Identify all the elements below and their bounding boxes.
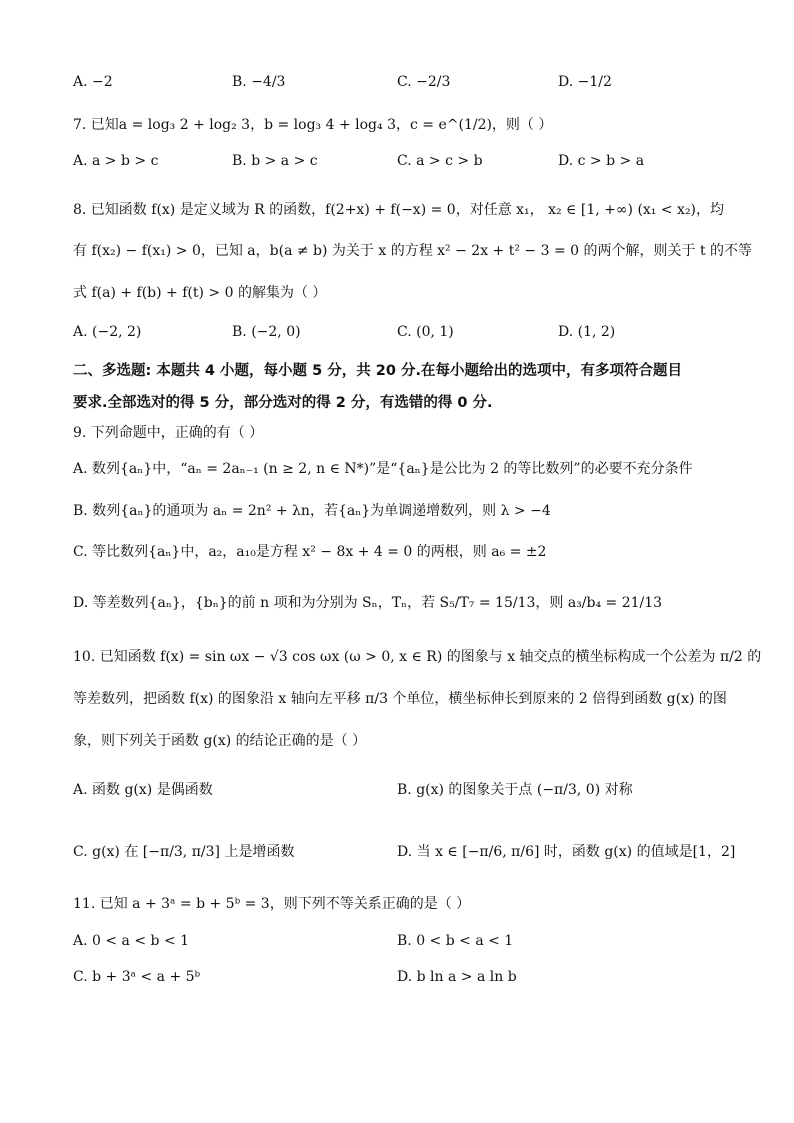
q9-option-a: A. 数列{aₙ}中，“aₙ = 2aₙ₋₁ (n ≥ 2, n ∈ N*)”是“{aₙ}是公比为 2 的等比数列”的必要不充分条件 [73, 461, 693, 477]
q10-stem-line3: 象，则下列关于函数 g(x) 的结论正确的是（ ） [73, 733, 367, 749]
q7-option-d: D. c > b > a [558, 153, 645, 169]
q7-option-b: B. b > a > c [232, 153, 318, 169]
q10-option-d: D. 当 x ∈ [−π/6, π/6] 时，函数 g(x) 的值域是[1，2] [397, 844, 736, 860]
q11-option-a: A. 0 < a < b < 1 [73, 933, 190, 949]
q9-option-b: B. 数列{aₙ}的通项为 aₙ = 2n² + λn，若{aₙ}为单调递增数列，则 λ > −4 [73, 503, 551, 519]
q8-option-d: D. (1, 2) [558, 324, 616, 340]
q9-option-d: D. 等差数列{aₙ}，{bₙ}的前 n 项和为分别为 Sₙ，Tₙ，若 S₅/T₇ = 15/13，则 a₃/b₄ = 21/13 [73, 595, 663, 611]
q7-stem: 7. 已知a = log₃ 2 + log₂ 3，b = log₃ 4 + log₄ 3，c = e^(1/2)，则（ ） [73, 117, 553, 133]
section2-heading-line1: 二、多选题: 本题共 4 小题，每小题 5 分，共 20 分.在每小题给出的选项中，有多项符合题目 [73, 363, 682, 379]
q8-stem-line2: 有 f(x₂) − f(x₁) > 0，已知 a，b(a ≠ b) 为关于 x 的方程 x² − 2x + t² − 3 = 0 的两个解，则关于 t 的不等 [73, 243, 753, 259]
q11-option-b: B. 0 < b < a < 1 [397, 933, 514, 949]
q11-stem: 11. 已知 a + 3ᵃ = b + 5ᵇ = 3，则下列不等关系正确的是（ ） [73, 896, 471, 912]
q8-option-a: A. (−2, 2) [73, 324, 142, 340]
q6-option-d: D. −1/2 [558, 74, 612, 90]
q7-option-c: C. a > c > b [397, 153, 483, 169]
q8-option-b: B. (−2, 0) [232, 324, 301, 340]
q11-option-c: C. b + 3ᵃ < a + 5ᵇ [73, 969, 201, 985]
q9-stem: 9. 下列命题中，正确的有（ ） [73, 425, 264, 441]
q8-stem-line3: 式 f(a) + f(b) + f(t) > 0 的解集为（ ） [73, 285, 327, 301]
q10-stem-line2: 等差数列，把函数 f(x) 的图象沿 x 轴向左平移 π/3 个单位，横坐标伸长到原来的 2 倍得到函数 g(x) 的图 [73, 691, 727, 707]
q8-stem-line1: 8. 已知函数 f(x) 是定义域为 R 的函数，f(2+x) + f(−x) = 0，对任意 x₁， x₂ ∈ [1, +∞) (x₁ < x₂)，均 [73, 202, 725, 218]
q7-option-a: A. a > b > c [73, 153, 159, 169]
q10-option-a: A. 函数 g(x) 是偶函数 [73, 782, 213, 798]
q6-option-a: A. −2 [73, 74, 113, 90]
q6-option-c: C. −2/3 [397, 74, 451, 90]
q10-stem-line1: 10. 已知函数 f(x) = sin ωx − √3 cos ωx (ω > 0, x ∈ R) 的图象与 x 轴交点的横坐标构成一个公差为 π/2 的 [73, 649, 762, 665]
q10-option-c: C. g(x) 在 [−π/3, π/3] 上是增函数 [73, 844, 295, 860]
q11-option-d: D. b ln a > a ln b [397, 969, 517, 985]
q8-option-c: C. (0, 1) [397, 324, 454, 340]
q9-option-c: C. 等比数列{aₙ}中，a₂，a₁₀是方程 x² − 8x + 4 = 0 的两根，则 a₆ = ±2 [73, 544, 547, 560]
section2-heading-line2: 要求.全部选对的得 5 分，部分选对的得 2 分，有选错的得 0 分. [73, 395, 493, 411]
q6-option-b: B. −4/3 [232, 74, 286, 90]
q10-option-b: B. g(x) 的图象关于点 (−π/3, 0) 对称 [397, 782, 633, 798]
